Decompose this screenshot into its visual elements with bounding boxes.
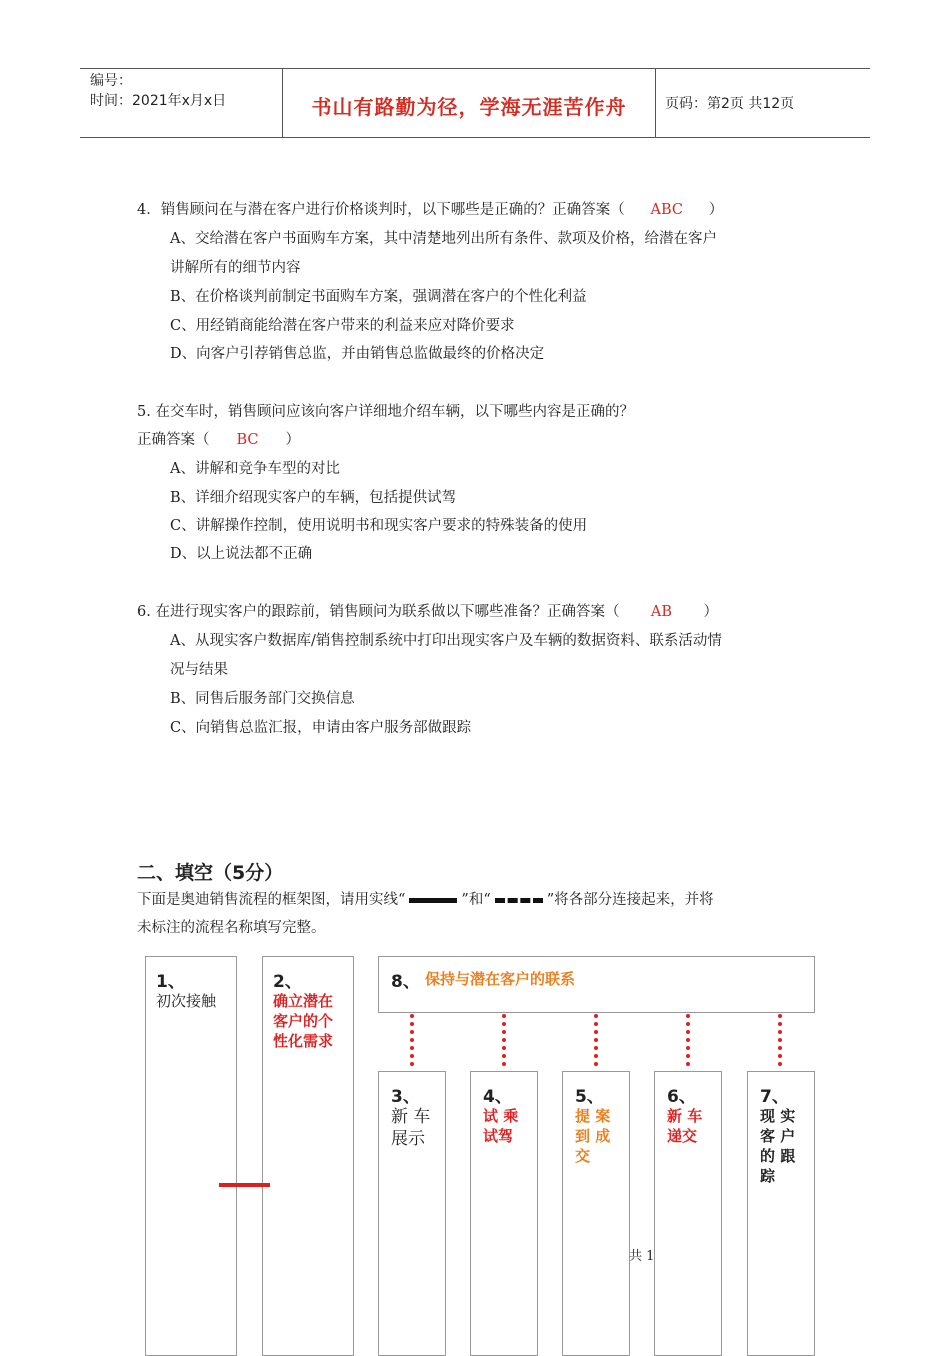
box6-label (667, 1106, 702, 1146)
q4-close: ） (708, 202, 724, 218)
box4-number: 4、 (483, 1087, 512, 1107)
section-instruction-2: 未标注的流程名称填写完整。 (137, 920, 326, 936)
box6-line: 递交 (667, 1127, 698, 1145)
q4-option-a: A、交给潜在客户书面购车方案，其中清楚地列出所有条件、款项及价格，给潜在客户 (170, 231, 717, 247)
dashed-line-sample (495, 898, 543, 903)
q4-option-b: B、在价格谈判前制定书面购车方案，强调潜在客户的个性化利益 (170, 289, 587, 305)
header-divider-right (655, 69, 656, 137)
q5-option-d: D、以上说法都不正确 (170, 546, 313, 562)
section-instruction-1 (137, 890, 714, 910)
box2-line: 确立潜在 (273, 992, 334, 1010)
box5-label (575, 1106, 610, 1166)
box5-number: 5、 (575, 1087, 604, 1107)
header-meta (90, 71, 226, 111)
box2-line: 性化需求 (273, 1032, 334, 1050)
flow-box-7 (747, 1071, 815, 1356)
box1-number: 1、 (156, 972, 185, 992)
q5-option-b: B、详细介绍现实客户的车辆，包括提供试驾 (170, 490, 457, 506)
box7-number: 7、 (760, 1087, 789, 1107)
section-title: 二、填空（5分） (137, 862, 284, 884)
q4-stem (137, 200, 723, 220)
box4-line: 试驾 (483, 1127, 514, 1145)
q6-close: ） (703, 604, 718, 620)
flow-box-2 (262, 956, 354, 1356)
box1-label: 初次接触 (156, 992, 217, 1010)
box3-line: 新 车 (391, 1107, 431, 1127)
box5-line: 到 成 (575, 1127, 611, 1145)
q4-option-d: D、向客户引荐销售总监，并由销售总监做最终的价格决定 (170, 346, 545, 362)
box3-label (391, 1106, 430, 1150)
box4-line: 试 乘 (483, 1107, 519, 1125)
box4-label (483, 1106, 518, 1146)
page-info: 页码：第2页 共12页 (665, 96, 795, 112)
q6-option-c: C、向销售总监汇报，申请由客户服务部做跟踪 (170, 720, 472, 736)
flow-box-3 (378, 1071, 446, 1356)
solid-line-sample (409, 898, 457, 903)
box3-number: 3、 (391, 1087, 420, 1107)
q5-answer-prefix: 正确答案（ (137, 432, 210, 448)
q6-stem-text: 6. 在进行现实客户的跟踪前，销售顾问为联系做以下哪些准备？正确答案（ (137, 604, 620, 620)
instr-part-c: ”将各部分连接起来，并将 (546, 892, 714, 908)
dotted-connector (410, 1014, 414, 1066)
box7-line: 的 跟 (760, 1147, 796, 1165)
flow-box-5 (562, 1071, 630, 1356)
box5-line: 交 (575, 1147, 591, 1165)
q6-answer: AB (650, 604, 673, 620)
box3-line: 展示 (391, 1129, 425, 1149)
box7-label (760, 1106, 795, 1186)
q5-answer-line (137, 430, 300, 450)
box2-label (273, 991, 333, 1051)
q5-stem: 5. 在交车时，销售顾问应该向客户详细地介绍车辆，以下哪些内容是正确的？ (137, 404, 634, 420)
q6-option-a: A、从现实客户数据库/销售控制系统中打印出现实客户及车辆的数据资料、联系活动情 (170, 633, 722, 649)
serial-label: 编号： (90, 73, 132, 89)
q5-option-a: A、讲解和竞争车型的对比 (170, 461, 340, 477)
q4-option-c: C、用经销商能给潜在客户带来的利益来应对降价要求 (170, 318, 515, 334)
q6-stem (137, 602, 718, 622)
q4-stem-text: 4．销售顾问在与潜在客户进行价格谈判时，以下哪些是正确的？正确答案（ (137, 202, 625, 218)
box2-line: 客户的个 (273, 1012, 334, 1030)
header-motto: 书山有路勤为径，学海无涯苦作舟 (311, 95, 627, 119)
box7-line: 现 实 (760, 1107, 796, 1125)
box8-label: 保持与潜在客户的联系 (425, 970, 576, 988)
page-header (80, 68, 870, 138)
box2-number: 2、 (273, 972, 302, 992)
instr-part-a: 下面是奥迪销售流程的框架图，请用实线“ (137, 892, 406, 908)
dotted-connector (502, 1014, 506, 1066)
flow-box-4 (470, 1071, 538, 1356)
q6-option-a-cont: 况与结果 (170, 662, 228, 678)
dotted-connector (778, 1014, 782, 1066)
q6-option-b: B、同售后服务部门交换信息 (170, 691, 355, 707)
q4-option-a-cont: 讲解所有的细节内容 (170, 260, 301, 276)
dotted-connector (686, 1014, 690, 1066)
q5-answer: BC (236, 432, 259, 448)
footer-note: 共 1 (629, 1249, 655, 1264)
dotted-connector (594, 1014, 598, 1066)
box7-line: 踪 (760, 1167, 776, 1185)
box5-line: 提 案 (575, 1107, 611, 1125)
instr-part-b: ”和“ (461, 892, 491, 908)
solid-connector (219, 1183, 270, 1187)
q4-answer: ABC (650, 202, 683, 218)
time-label: 时间：2021年x月x日 (90, 93, 227, 109)
box7-line: 客 户 (760, 1127, 796, 1145)
q5-option-c: C、讲解操作控制，使用说明书和现实客户要求的特殊装备的使用 (170, 518, 588, 534)
flow-box-8 (378, 956, 815, 1013)
box6-number: 6、 (667, 1087, 696, 1107)
box6-line: 新 车 (667, 1107, 703, 1125)
flow-box-6 (654, 1071, 722, 1356)
flow-box-1 (145, 956, 237, 1356)
q5-close: ） (285, 432, 300, 448)
box8-number: 8、 (391, 972, 420, 992)
